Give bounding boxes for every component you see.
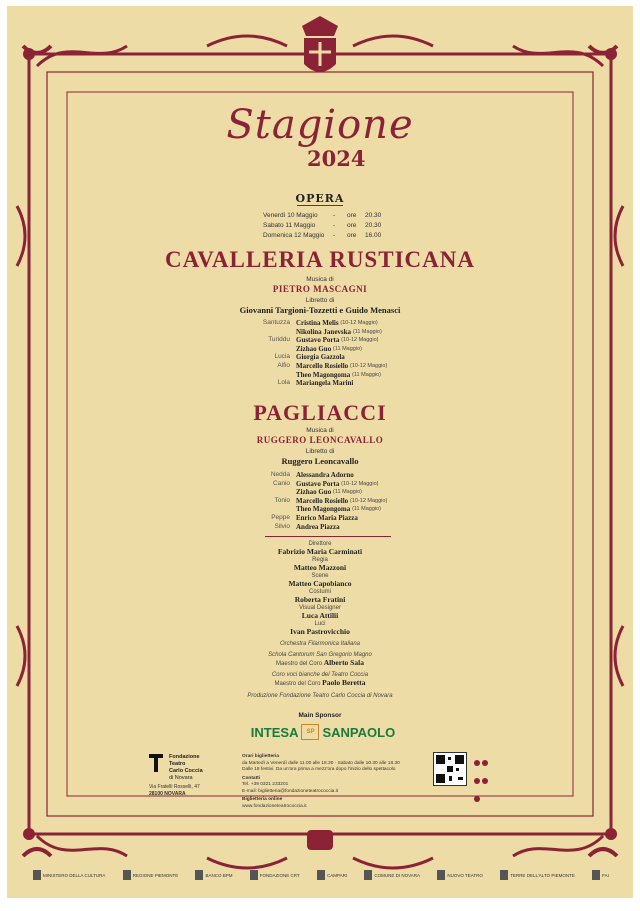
season-year: 2024 [307,146,366,171]
credit-label: Costumi [308,589,331,595]
date-row: Venerdì 10 Maggio - ore 20.30 [263,212,382,219]
cast-row: Lucia Giorgia Gazzola [274,353,345,362]
opera1-music-label: Musica di [306,276,334,283]
cast-row: Turiddu Gustavo Porta (10-12 Maggio) [268,336,379,345]
cast-row: Theo Magongoma (11 Maggio) [296,505,382,514]
credit-name: Luca Attilii [301,611,339,620]
facebook-icon[interactable] [474,760,480,766]
cast-row: Alfio Marcello Rosiello (10-12 Maggio) [277,361,388,370]
main-sponsor-label: Main Sponsor [298,712,342,719]
intesa-sanpaolo-logo: INTESA SP SANPAOLO [250,724,396,740]
divider [297,205,343,206]
web-icon[interactable] [474,796,480,802]
box-office-info: Orari biglietteria da Martedì a Venerdì dalle 11.00 alle 18.30 · Sabato dalle 10.30 alle 18.30 Dalle 18 festivi. Da un'ora prima a mezz'ora dopo l'inizio dello spettacolo Contatti Tel. +39 0321 233201 E-mail: biglietteria@fondazioneteatrococcia.it Biglietteria online www.fondazioneteatrococcia.it [242,754,400,809]
opera1-cast [234,319,454,388]
cast-row: Tonio Marcello Rosiello (10-12 Maggio) [274,496,388,505]
schola: Schola Cantorum San Gregorio Magno [268,652,372,658]
section-label: OPERA [295,192,345,205]
coro: Coro voci bianche del Teatro Coccia [271,672,369,678]
partner-logo: COMUNE DI NOVARA [362,868,422,882]
cast-row: Canio Gustavo Porta (10-12 Maggio) [273,479,379,488]
credit-name: Fabrizio Maria Carminati [277,547,363,556]
credit-name: Matteo Mazzoni [293,563,347,572]
cast-row: Santuzza Cristina Melis (10-12 Maggio) [262,319,378,327]
partner-logo: MINISTERO DELLA CULTURA [31,868,107,882]
opera1-title: CAVALLERIA RUSTICANA [165,247,475,272]
partner-logo: FAI [590,868,611,882]
partner-logo: CAMPARI [315,868,349,882]
cast-row: Theo Magongoma (11 Maggio) [296,370,382,379]
schola-master: Maestro del Coro Alberto Sala [276,658,364,667]
date-row: Domenica 12 Maggio - ore 16.00 [263,232,382,239]
opera1-composer: PIETRO MASCAGNI [272,284,368,294]
performance-dates [263,211,403,241]
cast-row: Silvio Andrea Piazza [274,522,340,531]
opera2-libretto-label: Libretto di [305,448,335,455]
production-credits [7,540,633,700]
instagram-icon[interactable] [482,760,488,766]
opera2-title: PAGLIACCI [253,400,387,425]
coro-master: Maestro del Coro Paolo Beretta [274,678,366,687]
youtube-icon[interactable] [474,778,480,784]
credit-label: Direttore [308,541,332,547]
tiktok-icon[interactable] [482,778,488,784]
partner-logo: TERRE DELL'ALTO PIEMONTE [498,868,577,882]
opera1-librettists: Giovanni Targioni-Tozzetti e Guido Menasci [239,305,401,315]
foundation-name: Fondazione Teatro Carlo Coccia di Novara [169,754,203,781]
opera2-librettists: Ruggero Leoncavallo [281,456,359,466]
divider [265,536,391,537]
cast-row: Nedda Alessandra Adorno [270,471,354,479]
poster [7,6,633,898]
cast-row: Zizhao Guo (11 Maggio) [296,488,362,497]
opera1-libretto-label: Libretto di [305,297,335,304]
partner-logo: BANCO BPM [193,868,234,882]
credit-name: Roberta Fratini [294,595,346,604]
partner-logo: REGIONE PIEMONTE [121,868,181,882]
opera2-cast [234,471,454,531]
partner-logo: FONDAZIONE CRT [248,868,302,882]
cast-row: Zizhao Guo (11 Maggio) [296,344,362,353]
opera2-composer: RUGGERO LEONCAVALLO [256,435,384,445]
cast-row: Lola Mariangela Marini [277,379,354,388]
partner-logos [31,868,611,882]
orchestra: Orchestra Filarmonica Italiana [279,641,361,647]
opera2-music-label: Musica di [306,427,334,434]
partner-logo: NUOVO TEATRO [435,868,485,882]
credit-label: Luci [314,621,326,627]
credit-label: Regia [312,557,328,563]
production-note: Produzione Fondazione Teatro Carlo Coccia di Novara [247,693,393,699]
social-icons [473,754,493,808]
stagione-title: Stagione [226,102,414,148]
credit-label: Visual Designer [299,605,341,611]
cast-row: Peppe Enrico Maria Piazza [271,513,358,522]
qr-code-icon [433,752,467,786]
credit-name: Matteo Capobianco [288,579,352,588]
credit-label: Scene [311,573,329,579]
date-row: Sabato 11 Maggio - ore 20.30 [263,222,382,229]
foundation-address: Via Fratelli Rosselli, 47 28100 NOVARA [149,784,200,797]
teatro-coccia-logo-icon [149,754,163,772]
credit-name: Ivan Pastrovicchio [290,627,350,636]
cast-row: Nikolina Janevska (11 Maggio) [296,327,382,336]
